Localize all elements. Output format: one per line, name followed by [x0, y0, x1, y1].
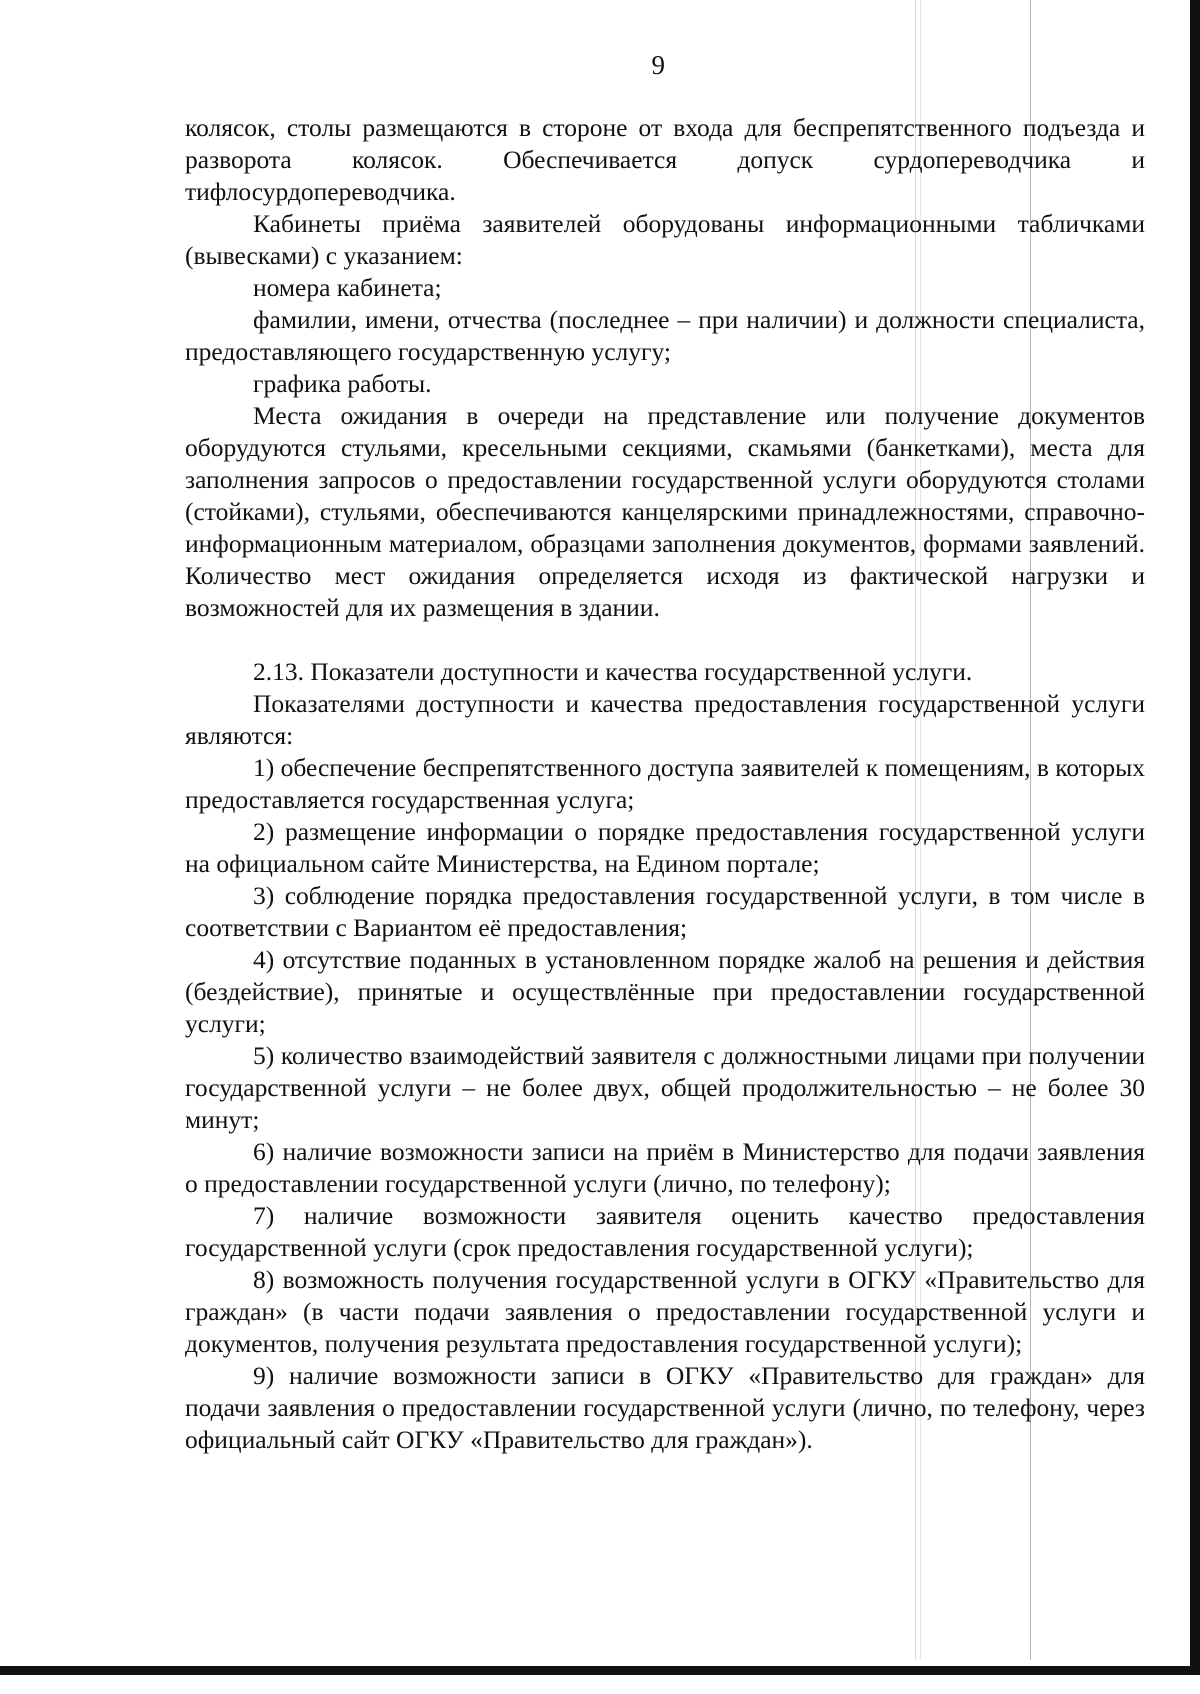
scan-border-right — [1190, 0, 1200, 1675]
page-number: 9 — [651, 50, 666, 80]
paragraph: Кабинеты приёма заявителей оборудованы информационными табличками (вывесками) с указанием: — [185, 209, 1145, 270]
scan-border-bottom — [0, 1666, 1200, 1675]
list-item: 7) наличие возможности заявителя оценить качество предоставления государственной услуги (срок предоставления государственной услуги); — [185, 1201, 1145, 1262]
list-item: 4) отсутствие поданных в установленном порядке жалоб на решения и действия (бездействие), принятые и осуществлённые при предоставлении государственной услуги; — [185, 945, 1145, 1038]
list-item: 5) количество взаимодействий заявителя с должностными лицами при получении государственной услуги – не более двух, общей продолжительностью – не более 30 минут; — [185, 1041, 1145, 1134]
list-item: 2) размещение информации о порядке предоставления государственной услуги на официальном сайте Министерства, на Едином портале; — [185, 817, 1145, 878]
list-item: 9) наличие возможности записи в ОГКУ «Правительство для граждан» для подачи заявления о предоставлении государственной услуги (лично, по телефону, через официальный сайт ОГКУ «Правительство для граждан»). — [185, 1361, 1145, 1454]
paragraph: графика работы. — [253, 369, 432, 398]
paragraph: фамилии, имени, отчества (последнее – при наличии) и должности специалиста, предоставляющего государственную услугу; — [185, 305, 1145, 366]
paragraph: Показателями доступности и качества предоставления государственной услуги являются: — [185, 689, 1145, 750]
section-heading: 2.13. Показатели доступности и качества государственной услуги. — [253, 657, 973, 686]
list-item: 8) возможность получения государственной услуги в ОГКУ «Правительство для граждан» (в части подачи заявления о предоставлении государственной услуги и документов, получения результата предоставления государственной услуги); — [185, 1265, 1145, 1358]
paragraph: номера кабинета; — [253, 273, 442, 302]
paragraph: Места ожидания в очереди на представление или получение документов оборудуются стульями, кресельными секциями, скамьями (банкетками), места для заполнения запросов о предоставлении государственной услуги оборудуются столами (стойками), стульями, обеспечиваются канцелярскими принадлежностями, справочно-информационным материалом, образцами заполнения документов, формами заявлений. Количество мест ожидания определяется исходя из фактической нагрузки и возможностей для их размещения в здании. — [185, 401, 1145, 622]
list-item: 6) наличие возможности записи на приём в Министерство для подачи заявления о предоставлении государственной услуги (лично, по телефону); — [185, 1137, 1145, 1198]
document-body — [185, 112, 1145, 1456]
paragraph-gap — [185, 624, 1145, 656]
list-item: 1) обеспечение беспрепятственного доступа заявителей к помещениям, в которых предоставляется государственная услуга; — [185, 753, 1145, 814]
paragraph: колясок, столы размещаются в стороне от входа для беспрепятственного подъезда и разворота колясок. Обеспечивается допуск сурдопереводчика и тифлосурдопереводчика. — [185, 113, 1145, 206]
list-item: 3) соблюдение порядка предоставления государственной услуги, в том числе в соответствии с Вариантом её предоставления; — [185, 881, 1145, 942]
